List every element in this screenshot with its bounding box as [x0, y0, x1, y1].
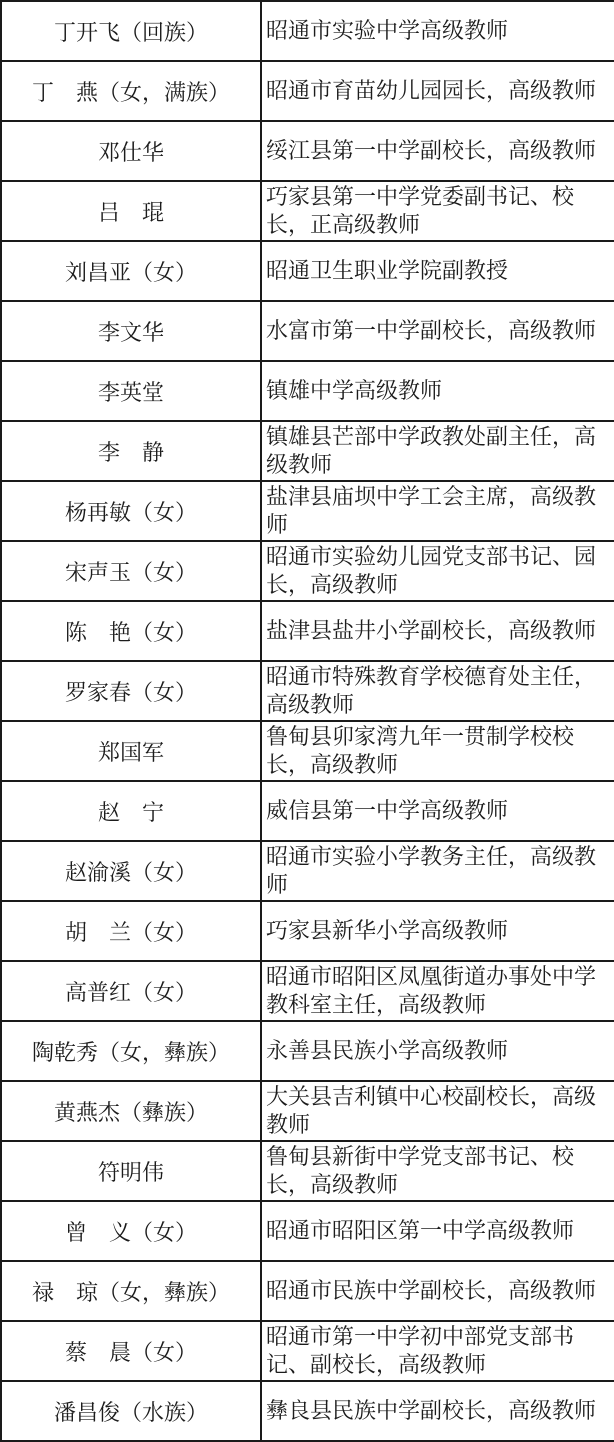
teacher-position: 永善县民族小学高级教师	[261, 1021, 614, 1081]
teacher-name: 刘昌亚（女）	[1, 241, 261, 301]
teacher-name: 蔡 晨（女）	[1, 1321, 261, 1381]
teacher-name: 丁 燕（女，满族）	[1, 61, 261, 121]
teacher-name: 邓仕华	[1, 121, 261, 181]
table-row	[1, 841, 614, 901]
teacher-position: 昭通市昭阳区凤凰街道办事处中学教科室主任，高级教师	[261, 961, 614, 1021]
teacher-position: 巧家县第一中学党委副书记、校长，正高级教师	[261, 181, 614, 241]
teacher-position: 大关县吉利镇中心校副校长，高级教师	[261, 1081, 614, 1141]
teacher-position: 昭通卫生职业学院副教授	[261, 241, 614, 301]
teacher-name: 郑国军	[1, 721, 261, 781]
table-row	[1, 1261, 614, 1321]
table-row	[1, 781, 614, 841]
table-row	[1, 541, 614, 601]
table-row	[1, 1, 614, 61]
teacher-name: 禄 琼（女，彝族）	[1, 1261, 261, 1321]
table-row	[1, 241, 614, 301]
teacher-name: 曾 义（女）	[1, 1201, 261, 1261]
teacher-position: 巧家县新华小学高级教师	[261, 901, 614, 961]
teacher-name: 陶乾秀（女，彝族）	[1, 1021, 261, 1081]
teacher-position: 水富市第一中学副校长，高级教师	[261, 301, 614, 361]
table-row	[1, 601, 614, 661]
table-row	[1, 361, 614, 421]
teacher-position: 昭通市昭阳区第一中学高级教师	[261, 1201, 614, 1261]
table-row	[1, 961, 614, 1021]
teacher-name: 赵渝溪（女）	[1, 841, 261, 901]
teacher-position: 鲁甸县卯家湾九年一贯制学校校长，高级教师	[261, 721, 614, 781]
table-row	[1, 121, 614, 181]
teacher-name: 潘昌俊（水族）	[1, 1381, 261, 1441]
teacher-name: 高普红（女）	[1, 961, 261, 1021]
teacher-position: 绥江县第一中学副校长，高级教师	[261, 121, 614, 181]
teacher-position: 镇雄县芒部中学政教处副主任，高级教师	[261, 421, 614, 481]
teacher-name: 李英堂	[1, 361, 261, 421]
teacher-name: 吕 琨	[1, 181, 261, 241]
table-row	[1, 1381, 614, 1441]
table-row	[1, 61, 614, 121]
table-row	[1, 1021, 614, 1081]
teacher-position: 威信县第一中学高级教师	[261, 781, 614, 841]
teacher-name: 赵 宁	[1, 781, 261, 841]
teacher-position: 昭通市育苗幼儿园园长，高级教师	[261, 61, 614, 121]
table-row	[1, 421, 614, 481]
teacher-name: 宋声玉（女）	[1, 541, 261, 601]
teacher-position: 昭通市第一中学初中部党支部书记、副校长，高级教师	[261, 1321, 614, 1381]
table-row	[1, 721, 614, 781]
teacher-name: 李文华	[1, 301, 261, 361]
table-row	[1, 1321, 614, 1381]
teacher-position: 盐津县庙坝中学工会主席，高级教师	[261, 481, 614, 541]
teacher-position: 昭通市民族中学副校长，高级教师	[261, 1261, 614, 1321]
teacher-name: 杨再敏（女）	[1, 481, 261, 541]
teacher-name: 黄燕杰（彝族）	[1, 1081, 261, 1141]
table-row	[1, 1201, 614, 1261]
teacher-position: 镇雄中学高级教师	[261, 361, 614, 421]
table-row	[1, 901, 614, 961]
teacher-position: 昭通市实验小学教务主任，高级教师	[261, 841, 614, 901]
teacher-position: 彝良县民族中学副校长，高级教师	[261, 1381, 614, 1441]
teacher-table-body	[1, 1, 614, 1441]
table-row	[1, 661, 614, 721]
table-row	[1, 1141, 614, 1201]
teacher-position: 昭通市实验中学高级教师	[261, 1, 614, 61]
teacher-name: 丁开飞（回族）	[1, 1, 261, 61]
teacher-name: 陈 艳（女）	[1, 601, 261, 661]
table-row	[1, 481, 614, 541]
teacher-name: 李 静	[1, 421, 261, 481]
teacher-position: 昭通市特殊教育学校德育处主任，高级教师	[261, 661, 614, 721]
table-row	[1, 1081, 614, 1141]
teacher-position: 鲁甸县新街中学党支部书记、校长，高级教师	[261, 1141, 614, 1201]
teacher-name: 符明伟	[1, 1141, 261, 1201]
teacher-position: 昭通市实验幼儿园党支部书记、园长，高级教师	[261, 541, 614, 601]
teacher-name: 胡 兰（女）	[1, 901, 261, 961]
table-row	[1, 181, 614, 241]
teacher-position: 盐津县盐井小学副校长，高级教师	[261, 601, 614, 661]
teacher-name: 罗家春（女）	[1, 661, 261, 721]
table-row	[1, 301, 614, 361]
